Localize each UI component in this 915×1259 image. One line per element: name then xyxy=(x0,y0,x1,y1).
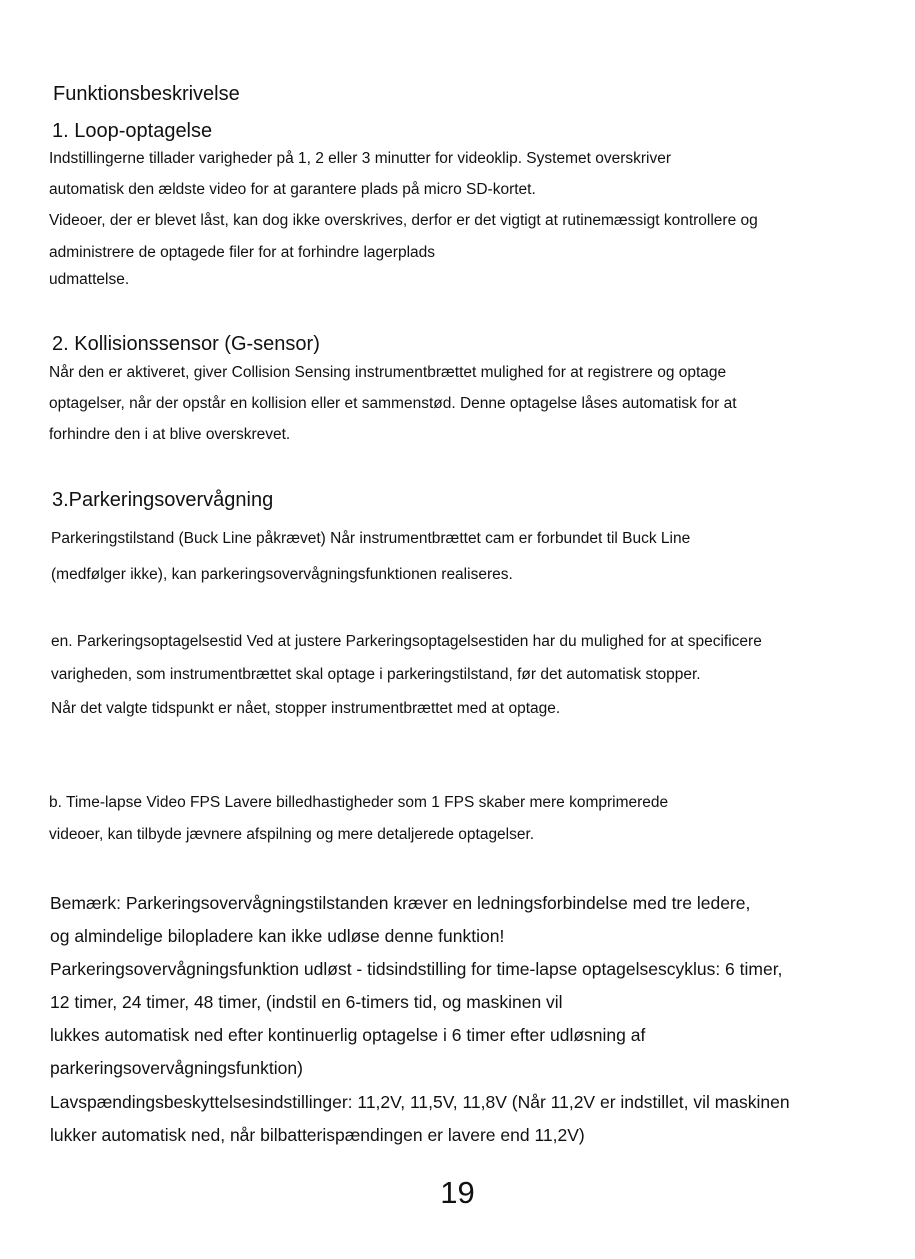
note-line: lukker automatisk ned, når bilbatterispændingen er lavere end 11,2V) xyxy=(50,1125,585,1145)
section-title-g-sensor: 2. Kollisionssensor (G-sensor) xyxy=(52,333,320,355)
paragraph-line: forhindre den i at blive overskrevet. xyxy=(49,426,291,443)
section-title-parking-monitor: 3.Parkeringsovervågning xyxy=(52,489,274,511)
note-line: Lavspændingsbeskyttelsesindstillinger: 11,2V, 11,5V, 11,8V (Når 11,2V er indstillet, vil maskinen xyxy=(50,1092,790,1112)
paragraph-line: Når det valgte tidspunkt er nået, stopper instrumentbrættet med at optage. xyxy=(51,700,561,717)
paragraph-line: optagelser, når der opstår en kollision eller et sammenstød. Denne optagelse låses automatisk for at xyxy=(49,395,737,412)
note-line: lukkes automatisk ned efter kontinuerlig optagelse i 6 timer efter udløsning af xyxy=(50,1025,646,1045)
paragraph-line: Videoer, der er blevet låst, kan dog ikke overskrives, derfor er det vigtigt at rutinemæssigt kontrollere og xyxy=(49,212,758,229)
page-number: 19 xyxy=(440,1175,475,1210)
paragraph-line: (medfølger ikke), kan parkeringsovervågningsfunktionen realiseres. xyxy=(51,566,513,583)
section-title-loop-recording: 1. Loop-optagelse xyxy=(52,120,213,142)
note-line: Parkeringsovervågningsfunktion udløst - tidsindstilling for time-lapse optagelsescyklus: 6 timer, xyxy=(50,959,783,979)
paragraph-line: videoer, kan tilbyde jævnere afspilning og mere detaljerede optagelser. xyxy=(49,826,535,843)
paragraph-line: administrere de optagede filer for at forhindre lagerplads xyxy=(49,244,436,261)
note-line: 12 timer, 24 timer, 48 timer, (indstil en 6-timers tid, og maskinen vil xyxy=(50,992,563,1012)
paragraph-line: udmattelse. xyxy=(49,271,130,288)
note-line: og almindelige bilopladere kan ikke udløse denne funktion! xyxy=(50,926,505,946)
paragraph-line: en. Parkeringsoptagelsestid Ved at justere Parkeringsoptagelsestiden har du mulighed for at specificere xyxy=(51,633,762,650)
paragraph-line: automatisk den ældste video for at garantere plads på micro SD-kortet. xyxy=(49,181,536,198)
note-line: Bemærk: Parkeringsovervågningstilstanden kræver en ledningsforbindelse med tre ledere, xyxy=(50,893,751,913)
paragraph-line: Når den er aktiveret, giver Collision Sensing instrumentbrættet mulighed for at registrere og optage xyxy=(49,364,727,381)
document-heading: Funktionsbeskrivelse xyxy=(53,83,240,105)
paragraph-line: varigheden, som instrumentbrættet skal optage i parkeringstilstand, før det automatisk stopper. xyxy=(51,666,701,683)
paragraph-line: Parkeringstilstand (Buck Line påkrævet) Når instrumentbrættet cam er forbundet til Buck Line xyxy=(51,530,691,547)
paragraph-line: b. Time-lapse Video FPS Lavere billedhastigheder som 1 FPS skaber mere komprimerede xyxy=(49,794,669,811)
paragraph-line: Indstillingerne tillader varigheder på 1, 2 eller 3 minutter for videoklip. Systemet overskriver xyxy=(49,150,672,167)
note-line: parkeringsovervågningsfunktion) xyxy=(50,1058,303,1078)
